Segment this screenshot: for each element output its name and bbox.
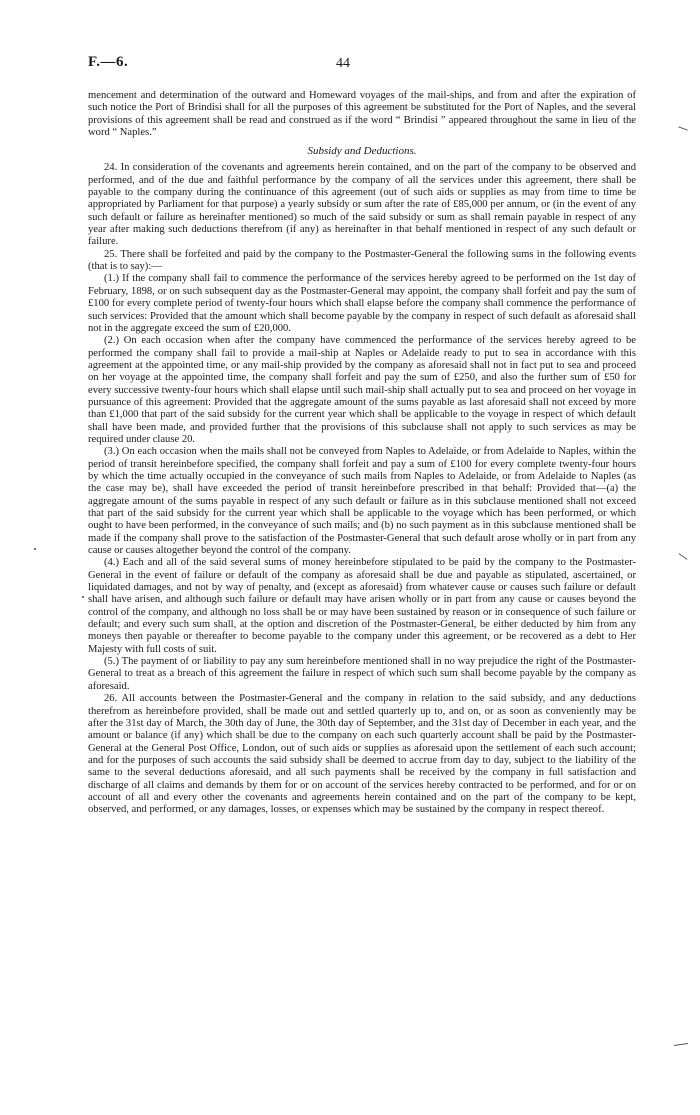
subclause-3: (3.) On each occasion when the mails shall not be conveyed from Naples to Adelaide, or from Adelaide to Naples, within the period of transit hereinbefore specified, the company shall forfeit and pay a sum of £100 for every complete twenty-four hours by which the time actually occupied in the conveyance of such mails from Naples to Adelaide, or from Adelaide to Naples (as the case may be), shall have exceeded the period of transit hereinbefore prescribed in that behalf: Provided that—(a) the aggregate amount of the sums payable in respect of any such default or failure as in this subclause mentioned shall not exceed that part of the said subsidy for the current year which shall be applicable to the voyage which has been performed, or which ought to have been performed, in the conveyance of such mails; and (b) no such payment as in this subclause mentioned shall be made if the company shall prove to the satisfaction of the Postmaster-General that such default arose wholly or in part from any cause or causes altogether beyond the control of the company.	[88, 446, 636, 557]
margin-dot	[82, 596, 84, 598]
subclause-1: (1.) If the company shall fail to commence the performance of the services hereby agreed to be performed on the 1st day of February, 1898, or on such subsequent day as the Postmaster-General may appoint, the company shall forfeit and pay the sum of £100 for every complete period of twenty-four hours which shall elapse before the company shall commence the performance of such services: Provided that the amount which shall become payable by the company in respect of such default as aforesaid shall not in the aggregate exceed the sum of £20,000.	[88, 273, 636, 334]
clause-25: 25. There shall be forfeited and paid by the company to the Postmaster-General the following sums in the following events (that is to say):—	[88, 248, 636, 273]
document-body	[88, 90, 636, 817]
continued-paragraph: mencement and determination of the outward and Homeward voyages of the mail-ships, and from and after the expiration of such notice the Port of Brindisi shall for all the purposes of this agreement be substituted for the Port of Naples, and the several provisions of this agreement shall be read and construed as if the word “ Brindisi ” appeared throughout the same in lieu of the word “ Naples.”	[88, 90, 636, 139]
section-subheading: Subsidy and Deductions.	[307, 145, 417, 158]
subclause-2: (2.) On each occasion when after the company have commenced the performance of the services hereby agreed to be performed the company shall fail to provide a mail-ship at Naples or Adelaide ready to put to sea in accordance with this agreement at the appointed time, or any mail-ship provided by the company as aforesaid shall not in fact put to sea and proceed on her voyage at the appointed time, the company shall forfeit and pay the sum of £250, and also the further sum of £50 for every successive twenty-four hours which shall elapse until such mail-ship shall actually put to sea and proceed on her voyage in pursuance of this agreement: Provided that the aggregate amount of the sums payable as last aforesaid shall not exceed by more than £1,000 that part of the said subsidy for the current year which shall be applicable to the voyage in respect of which default shall have been made, and provided further that the provisions of this subclause shall not apply to such services as may be required under clause 20.	[88, 335, 636, 445]
clause-26: 26. All accounts between the Postmaster-General and the company in relation to the said subsidy, and any deductions therefrom as hereinbefore provided, shall be made out and settled quarterly up to, and on, or as soon as conveniently may be after the 31st day of March, the 30th day of June, the 30th day of September, and the 31st day of December in each year, and the amount or balance (if any) which shall be due to the company on each such quarterly account shall be paid by the Postmaster-General at the General Post Office, London, out of such aids or supplies as aforesaid upon the settlement of each such account; and for the purposes of such accounts the said subsidy shall be deemed to accrue from day to day, subject to the liability of the same to the several deductions aforesaid, and all such payments shall be received by the company in full satisfaction and discharge of all claims and demands by them for or on account of the services hereby contracted to be performed, and for or on account of all and every other the covenants and agreements herein contained and on the part of the company to be kept, observed, and performed, or any damages, losses, or expenses which may be sustained by the company in respect thereof.	[88, 693, 636, 816]
margin-mark	[679, 553, 688, 560]
document-reference: F.—6.	[88, 54, 129, 70]
margin-dot	[34, 548, 36, 550]
subclause-5: (5.) The payment of or liability to pay any sum hereinbefore mentioned shall in no way prejudice the right of the Postmaster-General to treat as a breach of this agreement the failure in respect of which such sum shall become payable by the company as aforesaid.	[88, 656, 636, 692]
margin-mark	[674, 1043, 688, 1046]
page-number: 44	[336, 56, 350, 71]
subclause-4: (4.) Each and all of the said several sums of money hereinbefore stipulated to be paid by the company to the Postmaster-General in the event of failure or default of the company as aforesaid shall be due and payable as stipulated, ascertained, or liquidated damages, and not by way of penalty, and (except as aforesaid) from whatever cause or causes such failure or default shall have arisen, and although such failure or default may have arisen wholly or in part from any cause or causes beyond the control of the company, and although no loss shall be or may have been sustained by reason or in consequence of such failure or default; and every such sum shall, at the option and discretion of the Postmaster-General, be either deducted by him from any moneys then payable or thereafter to become payable to the company under this agreement, or be recovered as a debt to Her Majesty with full costs of suit.	[88, 557, 636, 655]
margin-mark	[678, 126, 688, 130]
clause-24: 24. In consideration of the covenants and agreements herein contained, and on the part of the company to be observed and performed, and of the due and faithful performance by the company of all the services under this agreement, there shall be payable to the company during the continuance of this agreement (out of such aids or supplies as may from time to time be appropriated by Parliament for that purpose) a yearly subsidy or sum after the rate of £85,000 per annum, or (in the event of any such default or failure as hereinafter mentioned) so much of the said subsidy or sum as shall remain payable in respect of any year after making such deductions therefrom (if any) as hereinafter in that behalf mentioned in respect of any such default or failure.	[88, 162, 636, 248]
